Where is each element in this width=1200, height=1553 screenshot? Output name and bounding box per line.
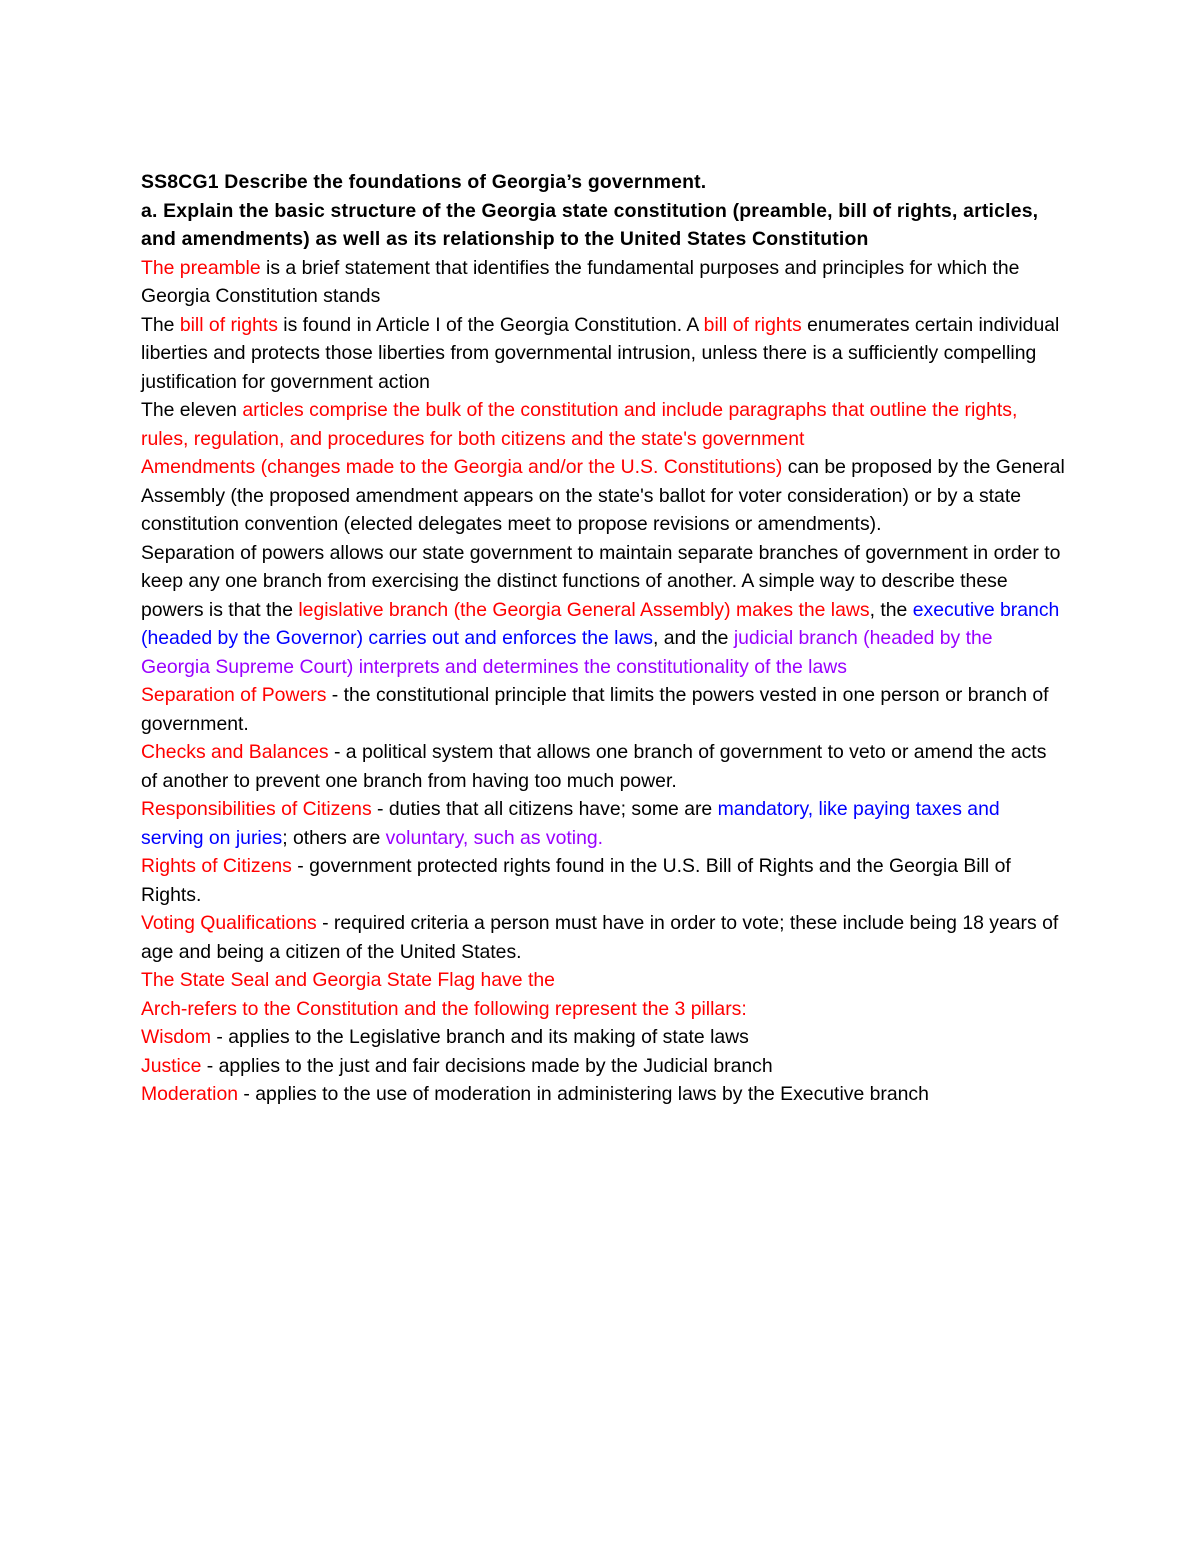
- highlighted-term: Rights of Citizens: [141, 855, 292, 877]
- body-paragraph: [141, 254, 1066, 311]
- text-segment: Separation of powers allows our state government to maintain separate branches of government in order to keep any one branch from exercising the distinct functions of another. A simple way to describe these powers is that the: [141, 541, 1061, 621]
- text-segment: a. Explain the basic structure of the Georgia state constitution (preamble, bill of rights, articles, and amendments) as well as its relationship to the United States Constitution: [141, 199, 1039, 250]
- highlighted-term: voluntary, such as voting.: [385, 826, 604, 849]
- text-segment: - applies to the just and fair decisions made by the Judicial branch: [201, 1054, 773, 1077]
- body-paragraph: [141, 453, 1066, 539]
- heading-line: [141, 197, 1066, 254]
- body-paragraph: [141, 738, 1066, 795]
- text-segment: - duties that all citizens have; some are: [371, 798, 718, 820]
- highlighted-term: Checks and Balances: [141, 741, 329, 763]
- text-segment: - a political system that allows one branch of government to veto or amend the acts of another to prevent one branch from having too much power.: [141, 741, 1047, 792]
- body-paragraph: [141, 681, 1066, 738]
- highlighted-term: legislative branch (the Georgia General Assembly) makes the laws: [298, 598, 870, 621]
- body-paragraph: [141, 852, 1066, 909]
- body-paragraph: [141, 795, 1066, 852]
- text-segment: - the constitutional principle that limits the powers vested in one person or branch of government.: [141, 684, 1049, 735]
- text-segment: - required criteria a person must have in order to vote; these include being 18 years of age and being a citizen of the United States.: [141, 912, 1059, 963]
- highlighted-term: judicial branch (headed by the Georgia Supreme Court) interprets and determines the constitutionality of the laws: [141, 627, 993, 678]
- document-page: [141, 168, 1066, 1109]
- text-segment: SS8CG1 Describe the foundations of Georgia’s government.: [141, 171, 707, 193]
- highlighted-term: bill of rights: [703, 313, 802, 336]
- highlighted-term: Responsibilities of Citizens: [141, 798, 372, 820]
- text-segment: - government protected rights found in the U.S. Bill of Rights and the Georgia Bill of Rights.: [141, 855, 1011, 906]
- highlighted-term: Wisdom: [141, 1026, 212, 1048]
- body-paragraph: [141, 966, 1066, 995]
- text-segment: is found in Article I of the Georgia Constitution. A: [277, 313, 704, 336]
- highlighted-term: Separation of Powers: [141, 684, 327, 706]
- highlighted-term: executive branch (headed by the Governor) carries out and enforces the laws: [141, 598, 1060, 649]
- body-paragraph: [141, 1080, 1066, 1109]
- highlighted-term: The State Seal and Georgia State Flag have the: [141, 969, 555, 991]
- heading-line: [141, 168, 1066, 197]
- highlighted-term: Amendments (changes made to the Georgia and/or the U.S. Constitutions): [141, 456, 783, 478]
- body-paragraph: [141, 995, 1066, 1024]
- text-segment: The eleven: [141, 399, 243, 421]
- highlighted-term: Justice: [141, 1054, 202, 1077]
- highlighted-term: bill of rights: [179, 313, 278, 336]
- highlighted-term: mandatory, like paying taxes and serving on juries: [141, 798, 1000, 849]
- highlighted-term: Voting Qualifications: [141, 912, 317, 934]
- body-paragraph: [141, 539, 1066, 682]
- text-segment: ; others are: [282, 826, 386, 849]
- text-segment: - applies to the use of moderation in administering laws by the Executive branch: [238, 1083, 929, 1105]
- body-paragraph: [141, 1023, 1066, 1052]
- highlighted-term: The preamble: [141, 256, 261, 279]
- highlighted-term: articles comprise the bulk of the constitution and include paragraphs that outline the rights, rules, regulation, and procedures for both citizens and the state's government: [141, 399, 1018, 450]
- body-paragraph: [141, 396, 1066, 453]
- text-segment: The: [141, 313, 180, 336]
- text-segment: is a brief statement that identifies the fundamental purposes and principles for which the Georgia Constitution stands: [141, 256, 1020, 307]
- highlighted-term: Moderation: [141, 1083, 239, 1105]
- body-paragraph: [141, 1052, 1066, 1081]
- body-paragraph: [141, 909, 1066, 966]
- text-segment: , and the: [652, 627, 734, 649]
- body-paragraph: [141, 311, 1066, 397]
- text-segment: - applies to the Legislative branch and its making of state laws: [211, 1026, 749, 1048]
- text-segment: , the: [869, 598, 913, 621]
- highlighted-term: Arch-refers to the Constitution and the following represent the 3 pillars:: [141, 997, 747, 1020]
- text-segment: enumerates certain individual liberties and protects those liberties from governmental intrusion, unless there is a sufficiently compelling justification for government action: [141, 313, 1060, 393]
- text-segment: can be proposed by the General Assembly (the proposed amendment appears on the state's ballot for voter consideration) or by a state constitution convention (elected delegates meet to propose revisions or amendments).: [141, 456, 1065, 535]
